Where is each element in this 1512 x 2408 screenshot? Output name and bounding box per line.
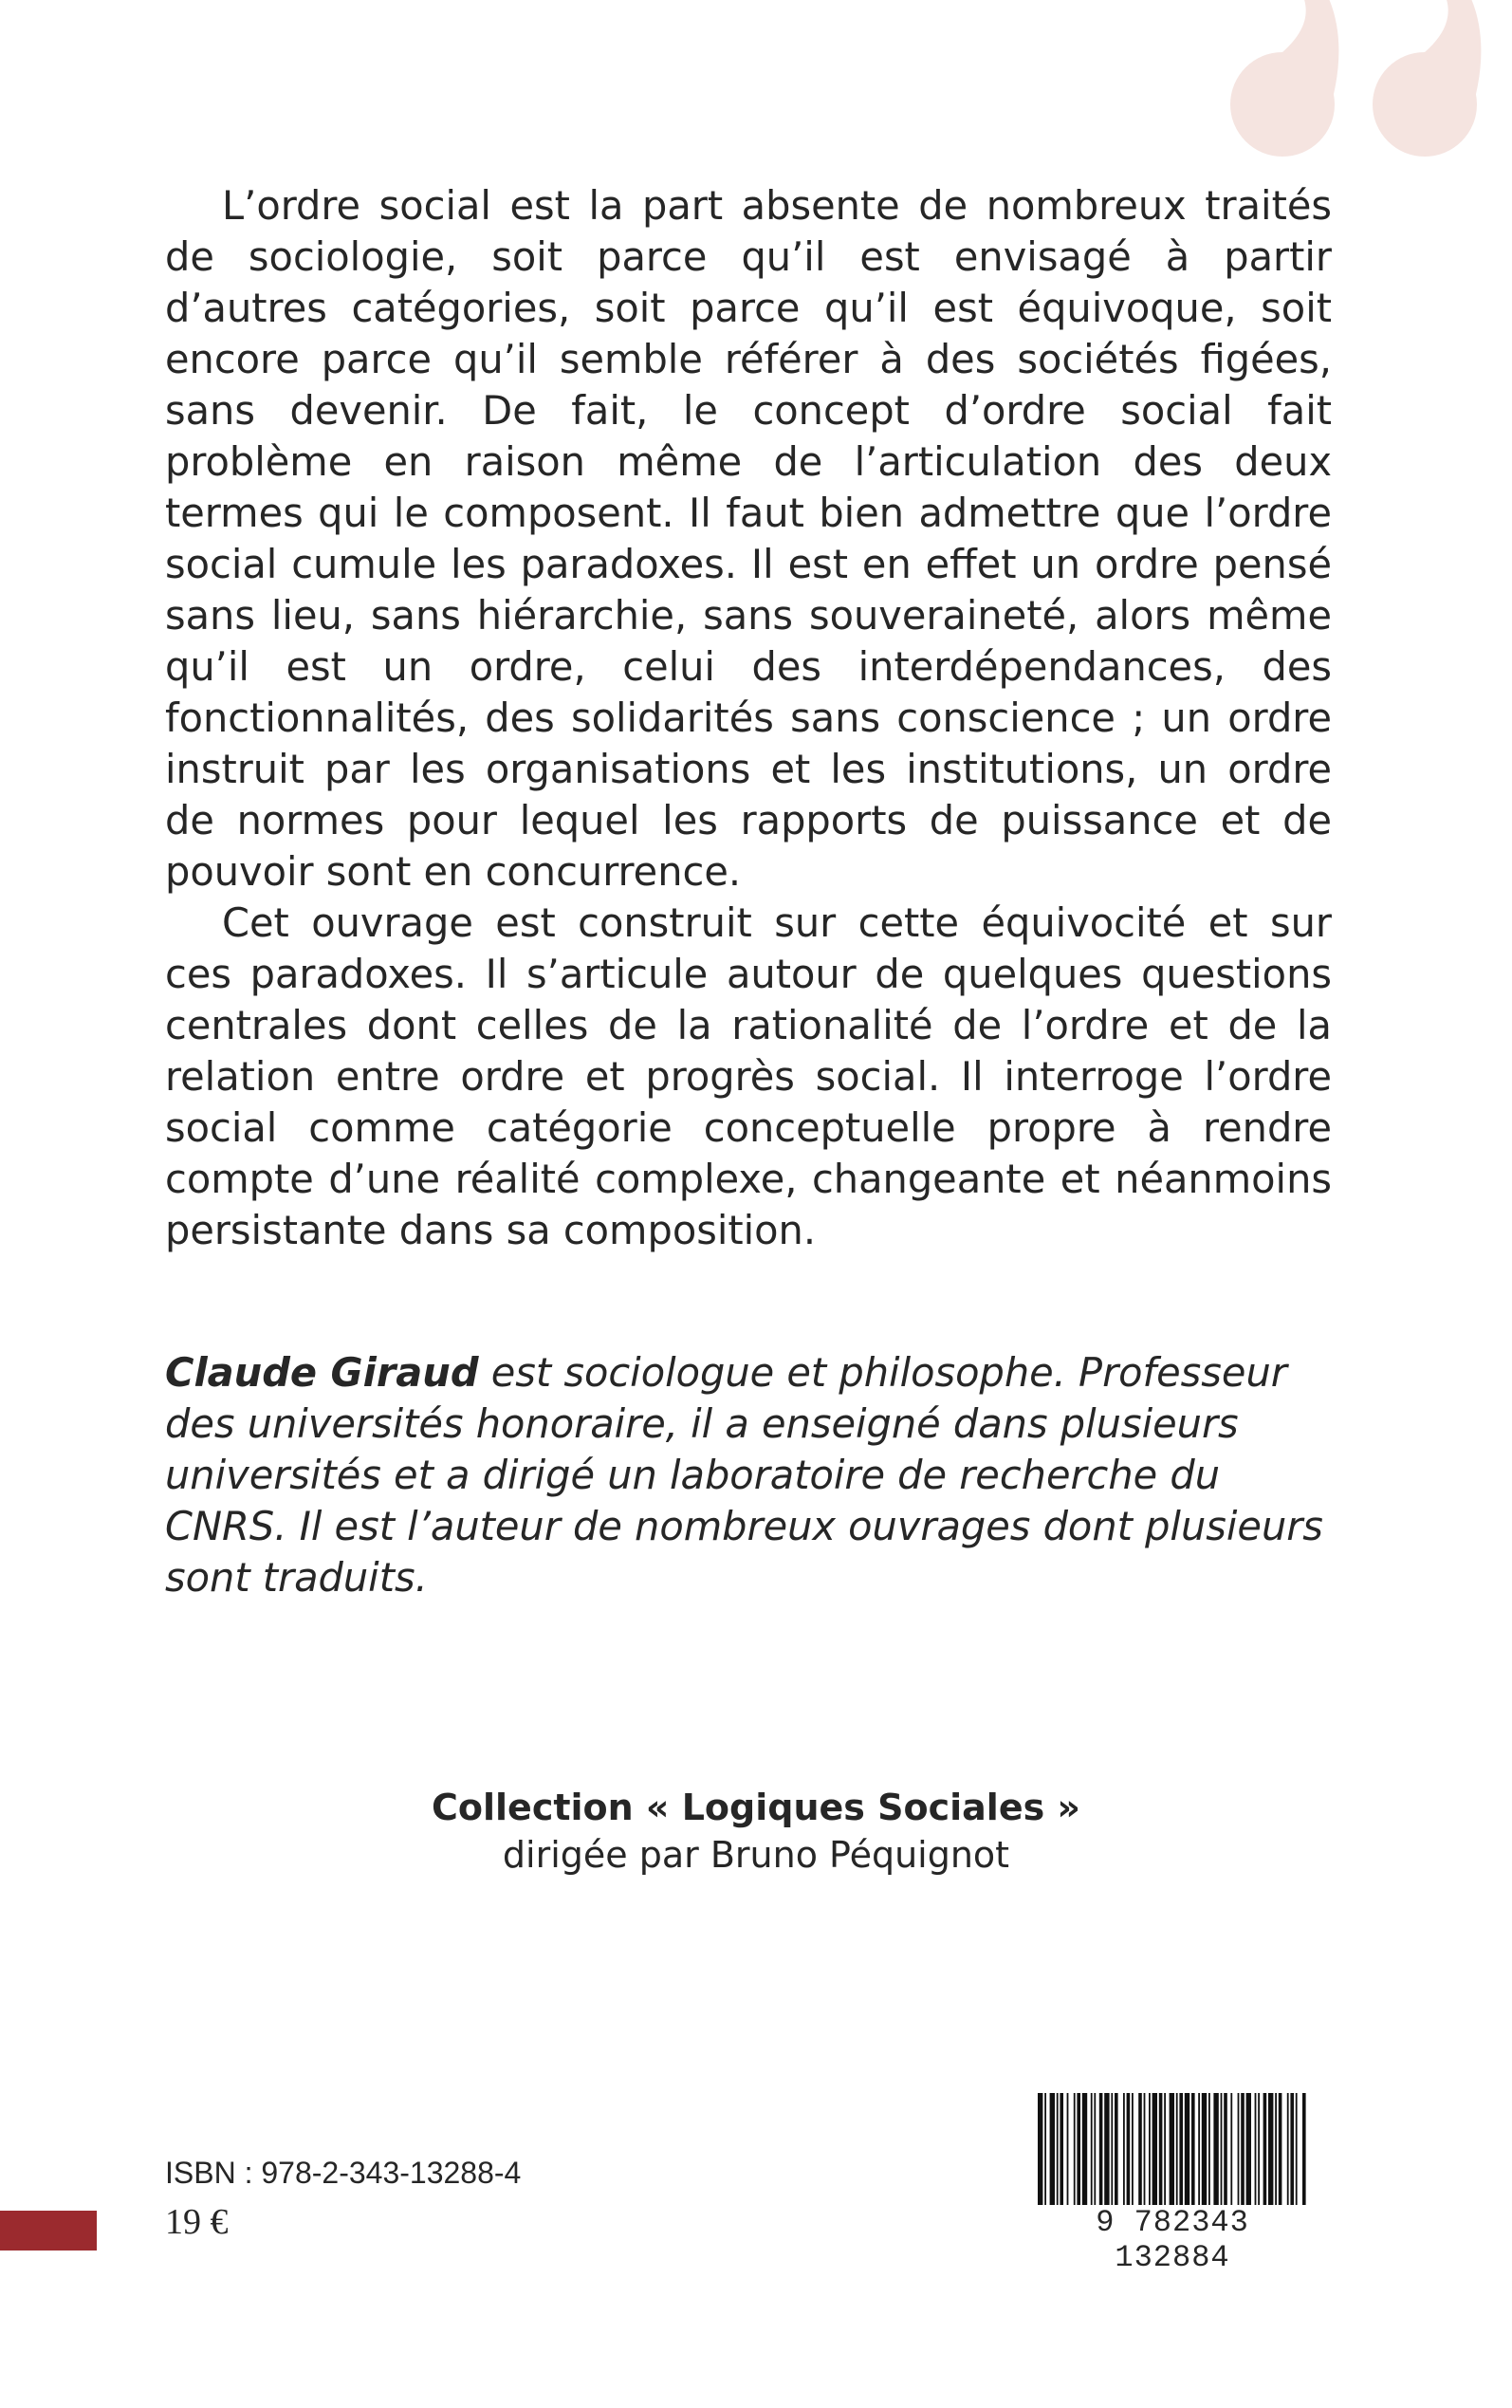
collection-info bbox=[0, 1784, 1512, 1879]
closing-quote-icon bbox=[1207, 0, 1512, 171]
barcode-number: 9 782343 132884 bbox=[1032, 2205, 1313, 2275]
summary-paragraph-2: Cet ouvrage est construit sur cette équivocité et sur ces paradoxes. Il s’articule autour de quelques questions centrales dont celles de la rationalité de l’ordre et de la relation entre ordre et progrès social. Il interroge l’ordre social comme catégorie conceptuelle propre à rendre compte d’une réalité complexe, changeante et néanmoins persistante dans sa composition. bbox=[165, 899, 1332, 1253]
author-bio-text: est sociologue et philosophe. Professeur des universités honoraire, il a enseigné dans plusieurs universités et a dirigé un laboratoire de recherche du CNRS. Il est l’auteur de nombreux ouvrages dont plusieurs sont traduits. bbox=[165, 1349, 1323, 1601]
back-cover-summary bbox=[165, 180, 1332, 1256]
collection-director: dirigée par Bruno Péquignot bbox=[502, 1834, 1010, 1876]
price: 19 € bbox=[165, 2202, 229, 2242]
author-bio bbox=[165, 1347, 1332, 1603]
summary-paragraph-1: L’ordre social est la part absente de nombreux traités de sociologie, soit parce qu’il est envisagé à partir d’autres catégories, soit parce qu’il est équivoque, soit encore parce qu’il semble référer à des sociétés figées, sans devenir. De fait, le concept d’ordre social fait problème en raison même de l’articulation des deux termes qui le composent. Il faut bien admettre que l’ordre social cumule les paradoxes. Il est en effet un ordre pensé sans lieu, sans hiérarchie, sans souveraineté, alors même qu’il est un ordre, celui des interdépendances, des fonctionnalités, des solidarités sans conscience ; un ordre instruit par les organisations et les institutions, un ordre de normes pour lequel les rapports de puissance et de pouvoir sont en concurrence. bbox=[165, 182, 1332, 895]
collection-title: Collection « Logiques Sociales » bbox=[432, 1787, 1080, 1828]
author-name: Claude Giraud bbox=[165, 1349, 479, 1396]
accent-bar bbox=[0, 2211, 97, 2251]
isbn: ISBN : 978-2-343-13288-4 bbox=[165, 2156, 522, 2190]
